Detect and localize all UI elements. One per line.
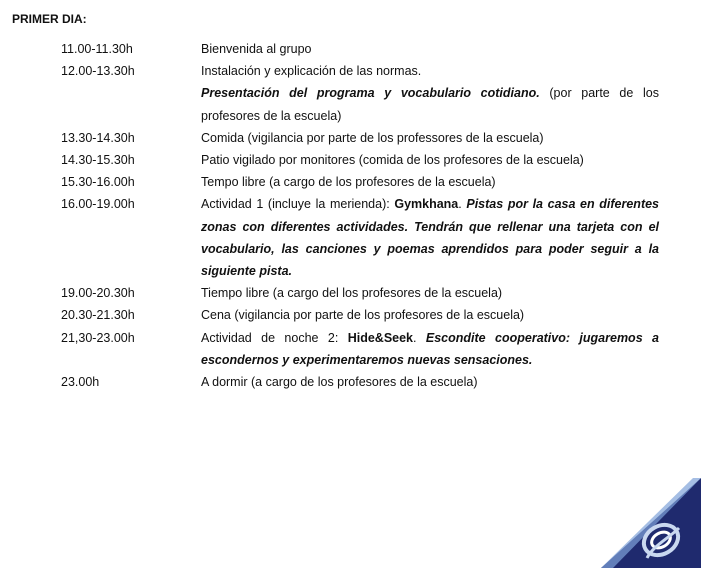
description-segment: Cena (vigilancia por parte de los profesores de la escuela): [201, 308, 525, 323]
schedule-time: 21,30-23.00h: [61, 330, 135, 345]
schedule-time: 23.00h: [61, 375, 100, 390]
schedule-time: 20.30-21.30h: [61, 308, 135, 323]
description-segment: Comida (vigilancia por parte de los professores de la escuela): [201, 130, 544, 145]
schedule-row: [0, 38, 701, 60]
description-segment: Escondite cooperativo: jugaremos a escondernos y experimentaremos nuevas sensaciones.: [201, 330, 659, 367]
schedule-list: [0, 38, 701, 393]
schedule-time: 15.30-16.00h: [61, 175, 135, 190]
description-segment: Instalación y explicación de las normas.: [201, 64, 422, 79]
schedule-time: 11.00-11.30h: [61, 42, 133, 56]
description-segment: (por parte de los profesores de la escuela): [201, 86, 659, 123]
schedule-row: [0, 371, 701, 393]
description-segment: .: [413, 330, 426, 345]
schedule-time: 14.30-15.30h: [61, 153, 135, 168]
schedule-row: [0, 327, 701, 371]
description-segment: Presentación del programa y vocabulario cotidiano.: [201, 86, 540, 101]
schedule-row: [0, 149, 701, 171]
description-segment: Patio vigilado por monitores (comida de los profesores de la escuela): [201, 153, 584, 168]
school-logo: [581, 478, 701, 568]
schedule-row: [0, 282, 701, 304]
schedule-description: [201, 149, 659, 171]
description-segment: A dormir (a cargo de los profesores de la escuela): [201, 375, 478, 390]
schedule-description: [201, 371, 659, 393]
schedule-row: [0, 60, 701, 127]
schedule-description: [201, 193, 659, 282]
schedule-description: [201, 282, 659, 304]
schedule-row: [0, 171, 701, 193]
schedule-time: 12.00-13.30h: [61, 64, 135, 79]
description-segment: Actividad 1 (incluye la merienda):: [201, 197, 395, 212]
schedule-time: 19.00-20.30h: [61, 286, 135, 301]
description-segment: Gymkhana: [394, 197, 459, 212]
schedule-description: [201, 127, 659, 149]
schedule-description: [201, 171, 659, 193]
schedule-description: [201, 327, 659, 371]
page-heading: PRIMER DIA:: [12, 12, 87, 26]
schedule-row: [0, 127, 701, 149]
schedule-description: [201, 304, 659, 326]
description-segment: Hide&Seek: [347, 330, 414, 345]
schedule-row: [0, 304, 701, 326]
schedule-time: 13.30-14.30h: [61, 130, 135, 145]
schedule-description: [201, 60, 659, 127]
description-segment: Tiempo libre (a cargo del los profesores de la escuela): [201, 286, 503, 301]
schedule-description: [201, 38, 659, 60]
description-segment: .: [458, 197, 467, 212]
description-segment: Bienvenida al grupo: [201, 42, 312, 56]
description-segment: Pistas por la casa en diferentes zonas con diferentes actividades. Tendrán que rellenar una tarjeta con el vocabulario, las canciones y poemas aprendidos para poder seguir a la siguiente pista.: [201, 197, 660, 279]
schedule-row: [0, 193, 701, 282]
description-segment: Tempo libre (a cargo de los profesores de la escuela): [201, 175, 496, 190]
schedule-time: 16.00-19.00h: [61, 197, 135, 212]
description-segment: Actividad de noche 2:: [201, 330, 348, 345]
